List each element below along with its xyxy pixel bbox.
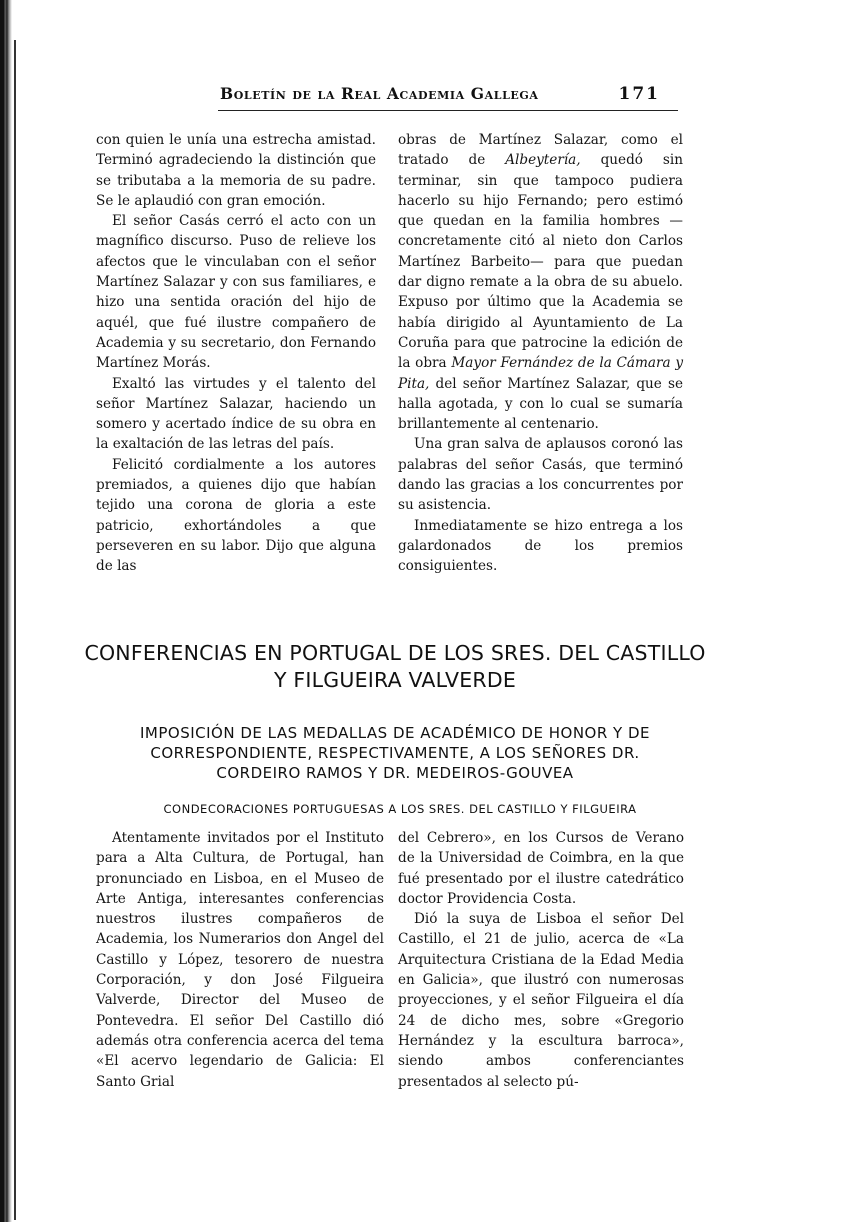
text-run: del señor Martínez Salazar, que se halla agotada, y con lo cual se sumaría brillantemente al centenario. <box>398 375 683 433</box>
paragraph: con quien le unía una estrecha amistad. Terminó agradeciendo la distinción que se tributaba a la memoria de su padre. Se le aplaudió con gran emoción. <box>96 132 376 209</box>
paragraph: Inmediatamente se hizo entrega a los galardonados de los premios consiguientes. <box>398 517 683 575</box>
text-run: quedó sin terminar, sin que tampoco pudiera hacerlo su hijo Fernando; pero estimó que quedan en la familia hombres —concretamente citó al nieto don Carlos Martínez Barbeito— para que puedan dar digno remate a la obra de su abuelo. Expuso por último que la Academia se había dirigido al Ayuntamiento de La Coruña para que patrocine la edición de la obra <box>398 152 683 372</box>
top-column-left <box>96 130 376 577</box>
paragraph: Dió la suya de Lisboa el señor Del Castillo, el 21 de julio, acerca de «La Arquitectura Cristiana de la Edad Media en Galicia», que ilustró con numerosas proyecciones, y el señor Filgueira el día 24 de dicho mes, sobre «Gregorio Hernández y la escultura barroca», siendo ambos conferenciantes presentados al selecto pú- <box>398 911 684 1090</box>
paragraph: Atentamente invitados por el Instituto para a Alta Cultura, de Portugal, han pronunciado en Lisboa, en el Museo de Arte Antiga, interesantes conferencias nuestros ilustres compañeros de Academia, los Numerarios don Angel del Castillo y López, tesorero de nuestra Corporación, y don José Filgueira Valverde, Director del Museo de Pontevedra. El señor Del Castillo dió además otra conferencia acerca del tema «El acervo legendario de Galicia: El Santo Grial <box>96 830 384 1090</box>
article-title: CONFERENCIAS EN PORTUGAL DE LOS SRES. DEL CASTILLO Y FILGUEIRA VALVERDE <box>84 641 706 692</box>
page-edge-line <box>14 40 16 1220</box>
paragraph: El señor Casás cerró el acto con un magnífico discurso. Puso de relieve los afectos que le vinculaban con el señor Martínez Salazar y con sus familiares, e hizo una sentida oración del hijo de aquél, que fué ilustre compañero de Academia y su secretario, don Fernando Martínez Morás. <box>96 213 376 372</box>
page-header <box>220 84 660 108</box>
article-subheading: CONDECORACIONES PORTUGUESAS A LOS SRES. DEL CASTILLO Y FILGUEIRA <box>163 802 637 816</box>
running-title: Boletín de la Real Academia Gallega <box>220 84 539 103</box>
article-column-left <box>96 828 384 1092</box>
article-subtitle: IMPOSICIÓN DE LAS MEDALLAS DE ACADÉMICO DE HONOR Y DE CORRESPONDIENTE, RESPECTIVAMENTE, A LOS SEÑORES DR. CORDEIRO RAMOS Y DR. MEDEIROS-GOUVEA <box>139 724 650 782</box>
paragraph: del Cebrero», en los Cursos de Verano de la Universidad de Coimbra, en la que fué presentado por el ilustre catedrático doctor Providencia Costa. <box>398 830 684 907</box>
top-column-right <box>398 130 683 577</box>
paragraph: Exaltó las virtudes y el talento del señor Martínez Salazar, haciendo un somero y acertado índice de su obra en la exaltación de las letras del país. <box>96 375 376 453</box>
paragraph: Una gran salva de aplausos coronó las palabras del señor Casás, que terminó dando las gracias a los concurrentes por su asistencia. <box>398 436 683 514</box>
italic-title: Mayor Fernández de la Cámara y Pita, <box>398 355 683 392</box>
text-run: obras de Martínez Salazar, como el tratado de <box>398 132 683 169</box>
paragraph <box>398 130 683 434</box>
book-binding-edge <box>0 0 12 1222</box>
italic-title: Albeytería, <box>505 152 581 169</box>
article-column-right <box>398 828 684 1092</box>
page-number: 171 <box>618 84 660 104</box>
paragraph: Felicitó cordialmente a los autores premiados, a quienes dijo que habían tejido una corona de gloria a este patricio, exhortándoles a que perseveren en su labor. Dijo que alguna de las <box>96 456 376 575</box>
header-rule <box>218 110 678 111</box>
